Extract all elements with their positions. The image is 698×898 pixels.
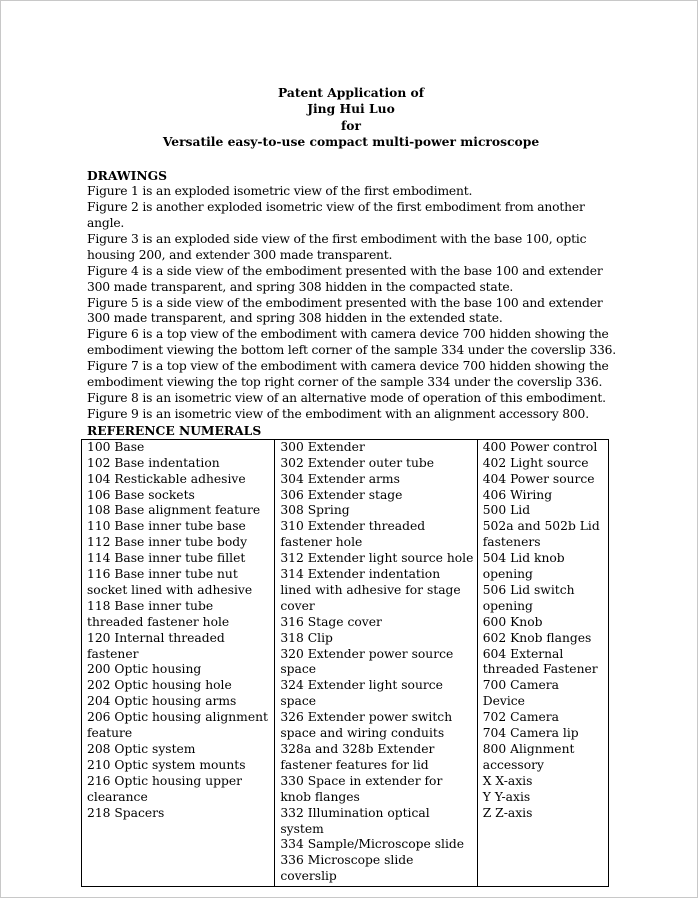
reference-item: 116 Base inner tube nut socket lined with adhesive <box>87 567 253 597</box>
reference-item: 702 Camera <box>482 710 560 725</box>
reference-numerals-heading: REFERENCE NUMERALS <box>87 422 262 438</box>
reference-item: Z Z-axis <box>482 805 533 820</box>
figure-description: Figure 2 is another exploded isometric view of the first embodiment from another angle. <box>87 200 585 230</box>
reference-item: 202 Optic housing hole <box>87 678 232 693</box>
reference-item: 328a and 328b Extender fastener features for lid <box>280 742 435 772</box>
reference-numerals-table <box>81 439 609 887</box>
reference-item: 110 Base inner tube base <box>87 519 246 534</box>
table-row <box>82 439 609 886</box>
reference-item: 106 Base sockets <box>87 487 195 502</box>
reference-item: 300 Extender <box>280 439 365 454</box>
reference-item: 800 Alignment accessory <box>482 742 575 772</box>
figure-description: Figure 5 is a side view of the embodiment presented with the base 100 and extender 300 made transparent, and spring 308 hidden in the extended state. <box>87 295 603 326</box>
reference-item: 200 Optic housing <box>87 662 202 677</box>
reference-item: 302 Extender outer tube <box>280 455 435 470</box>
reference-item: 500 Lid <box>482 503 531 518</box>
title-line-1: Patent Application of <box>277 85 425 100</box>
drawings-list <box>87 184 617 423</box>
document-page <box>87 85 617 887</box>
reference-item: 316 Stage cover <box>280 614 382 629</box>
reference-item: 118 Base inner tube threaded fastener hole <box>87 598 230 629</box>
reference-item: 324 Extender light source space <box>280 678 443 709</box>
figure-description: Figure 7 is a top view of the embodiment with camera device 700 hidden showing the embodiment viewing the top right corner of the sample 334 under the coverslip 336. <box>87 359 609 390</box>
reference-item: 108 Base alignment feature <box>87 503 261 518</box>
figure-description: Figure 1 is an exploded isometric view of the first embodiment. <box>87 184 473 199</box>
reference-item: 100 Base <box>87 439 145 454</box>
reference-item: 336 Microscope slide coverslip <box>280 853 414 884</box>
reference-item: 326 Extender power switch space and wiring conduits <box>280 710 453 741</box>
reference-item: 402 Light source <box>482 455 589 470</box>
reference-item: 114 Base inner tube fillet <box>87 551 246 566</box>
reference-item: 104 Restickable adhesive <box>87 471 246 486</box>
reference-item: 112 Base inner tube body <box>87 535 248 550</box>
reference-item: 604 External threaded Fastener <box>482 646 598 677</box>
reference-column-2 <box>275 439 477 886</box>
reference-item: 504 Lid knob opening <box>482 551 565 582</box>
figure-description: Figure 4 is a side view of the embodiment presented with the base 100 and extender 300 made transparent, and spring 308 hidden in the compacted state. <box>87 263 603 294</box>
reference-item: 312 Extender light source hole <box>280 551 474 566</box>
reference-item: 318 Clip <box>280 630 333 645</box>
reference-item: Y Y-axis <box>482 789 531 804</box>
reference-item: 306 Extender stage <box>280 487 403 502</box>
reference-item: 218 Spacers <box>87 805 165 820</box>
reference-item: 204 Optic housing arms <box>87 694 237 709</box>
figure-description: Figure 6 is a top view of the embodiment with camera device 700 hidden showing the embodiment viewing the bottom left corner of the sample 334 under the coverslip 336. <box>87 327 616 358</box>
figure-description: Figure 3 is an exploded side view of the first embodiment with the base 100, optic housing 200, and extender 300 made transparent. <box>87 231 587 262</box>
reference-item: 216 Optic housing upper clearance <box>87 773 243 804</box>
spacer <box>87 150 617 168</box>
reference-item: 320 Extender power source space <box>280 646 454 677</box>
reference-item: 310 Extender threaded fastener hole <box>280 519 426 550</box>
reference-item: 308 Spring <box>280 503 350 518</box>
reference-item: 330 Space in extender for knob flanges <box>280 773 443 804</box>
reference-column-1 <box>82 439 275 886</box>
reference-item: 332 Illumination optical system <box>280 805 430 836</box>
drawings-heading: DRAWINGS <box>87 168 167 184</box>
reference-item: 404 Power source <box>482 471 595 486</box>
title-block <box>87 85 615 150</box>
figure-description: Figure 8 is an isometric view of an alternative mode of operation of this embodiment. <box>87 390 606 405</box>
reference-item: 406 Wiring <box>482 487 553 502</box>
reference-item: 334 Sample/Microscope slide <box>280 837 465 852</box>
reference-item: 602 Knob flanges <box>482 630 592 645</box>
title-line-4: Versatile easy-to-use compact multi-power microscope <box>162 133 540 149</box>
reference-item: 120 Internal threaded fastener <box>87 630 225 661</box>
reference-item: 600 Knob <box>482 614 543 629</box>
reference-item: 102 Base indentation <box>87 455 220 470</box>
reference-item: 208 Optic system <box>87 742 196 756</box>
reference-item: 502a and 502b Lid fasteners <box>482 519 600 550</box>
reference-column-3 <box>477 439 608 886</box>
reference-item: 206 Optic housing alignment feature <box>87 710 268 741</box>
title-line-2: Jing Hui Luo <box>307 101 395 117</box>
reference-item: 400 Power control <box>482 439 598 454</box>
reference-item: 704 Camera lip <box>482 726 579 741</box>
reference-item: X X-axis <box>482 773 533 788</box>
reference-item: 210 Optic system mounts <box>87 757 246 772</box>
figure-description: Figure 9 is an isometric view of the embodiment with an alignment accessory 800. <box>87 406 589 421</box>
title-line-3: for <box>341 117 361 133</box>
reference-item: 506 Lid switch opening <box>482 582 575 613</box>
reference-item: 304 Extender arms <box>280 471 400 486</box>
reference-item: 314 Extender indentation lined with adhesive for stage cover <box>280 567 461 613</box>
reference-item: 700 Camera Device <box>482 678 560 709</box>
